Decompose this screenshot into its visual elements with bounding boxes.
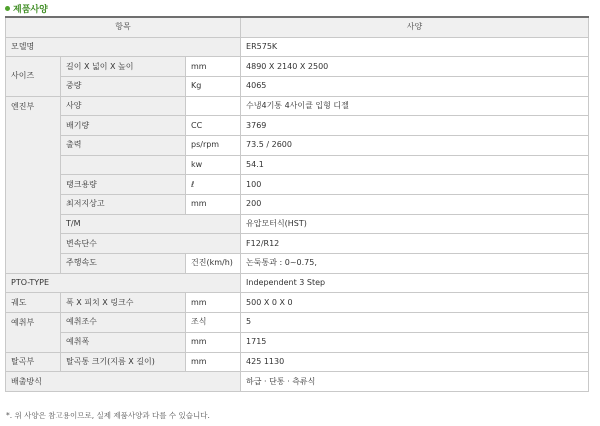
column-header-item: 항목 — [6, 17, 241, 37]
footnote: *. 위 사양은 참고용이므로, 실제 제품사양과 다를 수 있습니다. — [6, 411, 210, 420]
table-row — [6, 332, 589, 352]
sub-label-reap-width: 예취폭 — [61, 332, 186, 352]
sub-label-displacement: 배기량 — [61, 116, 186, 136]
section-title — [5, 3, 48, 17]
table-row — [6, 76, 589, 96]
sub-label-thresher: 탈곡통 크기(지름 X 길이) — [61, 352, 186, 372]
bullet-icon — [5, 6, 10, 11]
table-row — [6, 116, 589, 136]
sub-label-track: 폭 X 피치 X 링크수 — [61, 293, 186, 313]
row-value-model: ER575K — [241, 37, 589, 57]
table-row — [6, 37, 589, 57]
row-label-model: 모델명 — [6, 37, 241, 57]
sub-label-reaper-rows: 예취조수 — [61, 313, 186, 333]
spec-table — [5, 16, 589, 392]
unit-weight: Kg — [186, 76, 241, 96]
table-row — [6, 293, 589, 313]
value-thresher: 425 1130 — [241, 352, 589, 372]
unit-reap-width: mm — [186, 332, 241, 352]
value-size: 4890 X 2140 X 2500 — [241, 57, 589, 77]
unit-track: mm — [186, 293, 241, 313]
sub-label-output-kw — [61, 155, 186, 175]
table-row — [6, 57, 589, 77]
value-engine-spec: 수냉4기통 4사이클 입형 디젤 — [241, 96, 589, 116]
table-row — [6, 273, 589, 293]
value-displacement: 3769 — [241, 116, 589, 136]
value-tank: 100 — [241, 175, 589, 195]
unit-size: mm — [186, 57, 241, 77]
unit-clearance: mm — [186, 195, 241, 215]
table-row — [6, 214, 589, 234]
unit-reaper-rows: 조식 — [186, 313, 241, 333]
value-tm: 유압모터식(HST) — [241, 214, 589, 234]
table-row — [6, 155, 589, 175]
sub-label-output: 출력 — [61, 135, 186, 155]
sub-label-size: 길이 X 넓이 X 높이 — [61, 57, 186, 77]
sub-label-engine-spec: 사양 — [61, 96, 186, 116]
unit-thresher: mm — [186, 352, 241, 372]
row-label-discharge: 배출방식 — [6, 372, 241, 392]
table-header-row — [6, 17, 589, 37]
table-row — [6, 254, 589, 274]
sub-label-tm: T/M — [61, 214, 241, 234]
value-weight: 4065 — [241, 76, 589, 96]
sub-label-speed: 주행속도 — [61, 254, 186, 274]
value-clearance: 200 — [241, 195, 589, 215]
table-row — [6, 175, 589, 195]
row-value-discharge: 하급 · 단통 · 측류식 — [241, 372, 589, 392]
value-reap-width: 1715 — [241, 332, 589, 352]
table-row — [6, 195, 589, 215]
table-row — [6, 372, 589, 392]
value-track: 500 X 0 X 0 — [241, 293, 589, 313]
section-title-text: 제품사양 — [13, 5, 48, 15]
unit-speed: 건진(km/h) — [186, 254, 241, 274]
sub-label-gears: 변속단수 — [61, 234, 241, 254]
table-row — [6, 135, 589, 155]
sub-label-clearance: 최저지상고 — [61, 195, 186, 215]
category-thresher: 탈곡부 — [6, 352, 61, 372]
category-size: 사이즈 — [6, 57, 61, 96]
value-output-kw: 54.1 — [241, 155, 589, 175]
category-engine: 엔진부 — [6, 96, 61, 273]
row-value-pto: Independent 3 Step — [241, 273, 589, 293]
category-track: 궤도 — [6, 293, 61, 313]
unit-displacement: CC — [186, 116, 241, 136]
unit-output: ps/rpm — [186, 135, 241, 155]
value-output: 73.5 / 2600 — [241, 135, 589, 155]
category-reaper: 예취부 — [6, 313, 61, 352]
unit-output-kw: kw — [186, 155, 241, 175]
unit-engine-spec — [186, 96, 241, 116]
value-gears: F12/R12 — [241, 234, 589, 254]
column-header-spec: 사양 — [241, 17, 589, 37]
sub-label-weight: 중량 — [61, 76, 186, 96]
value-reaper-rows: 5 — [241, 313, 589, 333]
unit-tank: ℓ — [186, 175, 241, 195]
value-speed: 논둑통과 : 0~0.75, — [241, 254, 589, 274]
table-row — [6, 352, 589, 372]
table-row — [6, 234, 589, 254]
table-row — [6, 96, 589, 116]
sub-label-tank: 탱크용량 — [61, 175, 186, 195]
table-row — [6, 313, 589, 333]
row-label-pto: PTO-TYPE — [6, 273, 241, 293]
